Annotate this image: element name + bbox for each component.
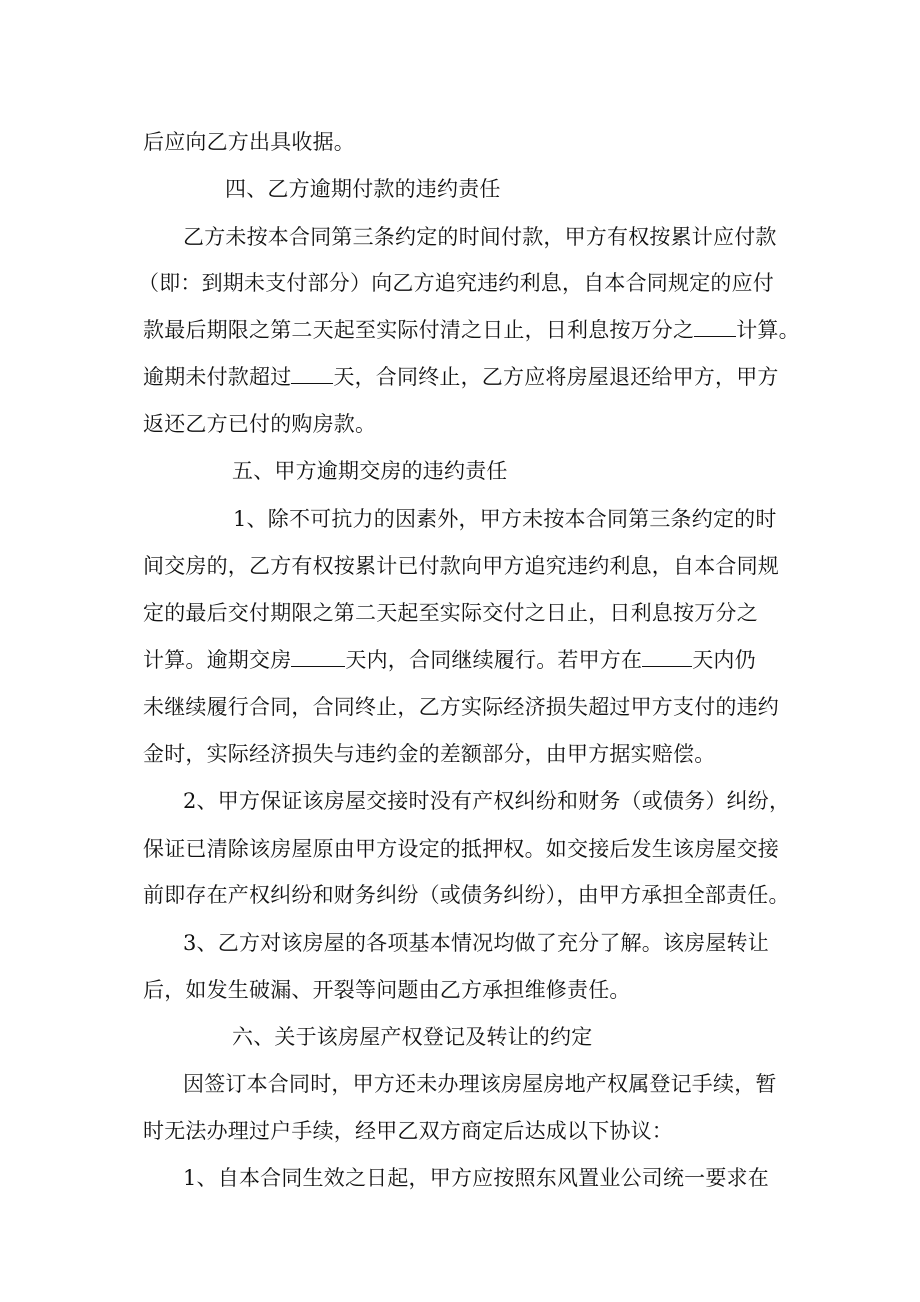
paragraph-line	[183, 1069, 777, 1099]
line-text: 1、自本合同生效之日起，甲方应按照东风置业公司统一要求在	[183, 1166, 769, 1190]
line-text: 因签订本合同时，甲方还未办理该房屋房地产权属登记手续，暂	[183, 1072, 777, 1096]
paragraph-line	[143, 315, 800, 345]
paragraph-line	[143, 362, 779, 392]
paragraph-line	[183, 222, 777, 252]
heading-text: 五、甲方逾期交房的违约责任	[232, 459, 508, 483]
line-text: 后，如发生破漏、开裂等问题由乙方承担维修责任。	[143, 978, 631, 1002]
paragraph-line	[143, 975, 631, 1005]
line-text: 保证已清除该房屋原由甲方设定的抵押权。如交接后发生该房屋交接	[143, 837, 779, 861]
line-text-mid: 天内，合同继续履行。若甲方在	[345, 648, 643, 672]
paragraph-line	[143, 1116, 673, 1146]
paragraph-line	[143, 692, 779, 722]
section-heading-6	[232, 1022, 592, 1052]
paragraph-line	[143, 127, 355, 157]
line-text: 3、乙方对该房屋的各项基本情况均做了充分了解。该房屋转让	[183, 931, 769, 955]
line-text: 2、甲方保证该房屋交接时没有产权纠纷和财务（或债务）纠纷，	[183, 789, 791, 813]
paragraph-line	[143, 551, 779, 581]
fill-in-blank	[291, 363, 333, 384]
section-heading-5	[232, 456, 508, 486]
paragraph-line	[143, 834, 779, 864]
line-text-after: 天内仍	[692, 648, 756, 672]
line-text: 后应向乙方出具收据。	[143, 130, 355, 154]
paragraph-line	[138, 268, 774, 298]
fill-in-blank	[291, 646, 345, 667]
paragraph-line	[143, 598, 758, 628]
paragraph-line	[183, 1163, 769, 1193]
line-text: 1、除不可抗力的因素外，甲方未按本合同第三条约定的时	[233, 507, 777, 531]
paragraph-line	[183, 786, 790, 816]
line-text: 间交房的，乙方有权按累计已付款向甲方追究违约利息，自本合同规	[143, 554, 779, 578]
paragraph-line	[183, 928, 769, 958]
line-text-after: 天，合同终止，乙方应将房屋退还给甲方，甲方	[333, 365, 779, 389]
line-text: 返还乙方已付的购房款。	[143, 412, 377, 436]
line-text: 定的最后交付期限之第二天起至实际交付之日止，日利息按万分之	[143, 601, 758, 625]
line-text: 金时，实际经济损失与违约金的差额部分，由甲方据实赔偿。	[143, 742, 716, 766]
line-text: 款最后期限之第二天起至实际付清之日止，日利息按万分之	[143, 318, 695, 342]
paragraph-line	[233, 504, 777, 534]
fill-in-blank	[694, 316, 736, 337]
paragraph-line	[143, 739, 715, 769]
paragraph-line	[143, 880, 790, 910]
line-text: 时无法办理过户手续，经甲乙双方商定后达成以下协议：	[143, 1119, 673, 1143]
line-text: 乙方未按本合同第三条约定的时间付款，甲方有权按累计应付款	[183, 225, 777, 249]
line-text: （即：到期未支付部分）向乙方追究违约利息，自本合同规定的应付	[138, 271, 774, 295]
paragraph-line	[143, 645, 756, 675]
line-text: 计算。逾期交房	[143, 648, 292, 672]
line-text: 逾期未付款超过	[143, 365, 292, 389]
section-heading-4	[225, 174, 501, 204]
line-text-after: 计算。	[736, 318, 800, 342]
line-text: 前即存在产权纠纷和财务纠纷（或债务纠纷），由甲方承担全部责任。	[143, 883, 790, 907]
heading-text: 六、关于该房屋产权登记及转让的约定	[232, 1025, 593, 1049]
heading-text: 四、乙方逾期付款的违约责任	[225, 177, 501, 201]
line-text: 未继续履行合同，合同终止，乙方实际经济损失超过甲方支付的违约	[143, 695, 779, 719]
paragraph-line	[143, 409, 376, 439]
fill-in-blank	[642, 646, 692, 667]
